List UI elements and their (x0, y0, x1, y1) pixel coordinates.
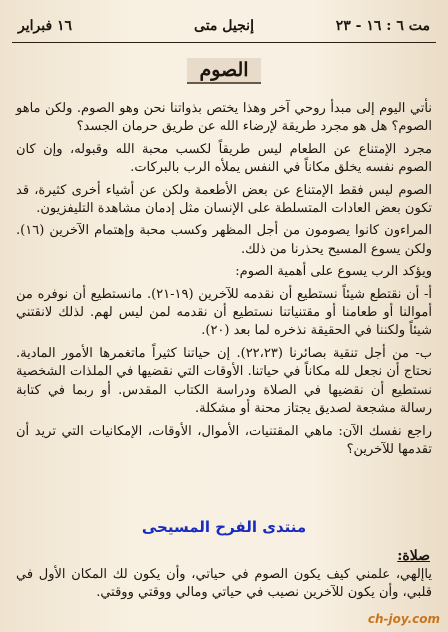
book-name: إنجيل متى (194, 18, 254, 34)
page-header (10, 14, 438, 40)
paragraph: مجرد الإمتناع عن الطعام ليس طريقاً لكسب محبة الله وقبوله، وإن كان الصوم نفسه يخلق مكاناً في النفس يملأه الرب بالبركات. (16, 141, 432, 176)
page-date: ١٦ فبراير (18, 18, 73, 34)
paragraph: راجع نفسك الآن: ماهي المقتنيات، الأموال، الأوقات، الإمكانيات التي تريد أن تقدمها للآخرين؟ (16, 423, 432, 457)
site-watermark: ch-joy.com (367, 612, 440, 626)
paragraph: ب- من أجل تنقية بصائرنا (٢٢،٢٣). إن حياتنا كثيراً ماتغمرها الأمور المادية. نحتاج أن نجعل لله مكاناً في حياتنا. الأوقات التي نقضيها في الملذات الشخصية نستطيع أن نقضيها في الصلاة ودراسة الكتاب المقدس. أو ربما في كتابة رسالة مشجعة لصديق يجتاز محنة أو مشكلة. (16, 345, 432, 417)
prayer-section (16, 566, 432, 603)
verse-reference: مت ٦ : ١٦ - ٢٣ (335, 18, 430, 34)
prayer-text: ياإلهي، علمني كيف يكون الصوم في حياتي، وأن يكون لك المكان الأول في قلبي، وأن يكون للآخرين نصيب في حياتي ومالي ووقتي ووقتي. (16, 567, 432, 601)
paragraph: الصوم ليس فقط الإمتناع عن بعض الأطعمة ولكن عن أشياء أخرى كثيرة، قد تكون بعض العادات المتسلطة على الإنسان مثل إدمان مشاهدة التليفزيون. (16, 182, 432, 217)
main-text (16, 100, 432, 459)
paragraph: نأتي اليوم إلى مبدأ روحي آخر وهذا يختص بذواتنا نحن وهو الصوم. ولكن ماهو الصوم؟ هل هو مجرد طريقة لإرضاء الله عن طريق حرمان الجسد؟ (16, 101, 432, 135)
header-divider (12, 42, 436, 43)
paragraph: أ- أن نقتطع شيئاً نستطيع أن نقدمه للآخرين (١٩-٢١). مانستطيع أن نوفره من أموالنا أو طعامنا أو مقتنياتنا نستطيع أن نقدمه لمن ليس لهم. لذلك لانقتني شيئاً ولكننا في الحقيقة نذخره لما بعد (٢٠). (16, 286, 432, 339)
paragraph: ويؤكد الرب يسوع على أهمية الصوم: (235, 264, 432, 280)
forum-stamp: منتدى الفرح المسيحى (141, 518, 307, 536)
page-title (0, 58, 448, 84)
prayer-heading: صلاة: (397, 548, 430, 564)
page-title-text: الصوم (187, 58, 260, 84)
paragraph: المراءون كانوا يصومون من أجل المظهر وكسب محبة وإهتمام الآخرين (١٦). ولكن يسوع المسيح يحذرنا من ذلك. (16, 223, 432, 257)
